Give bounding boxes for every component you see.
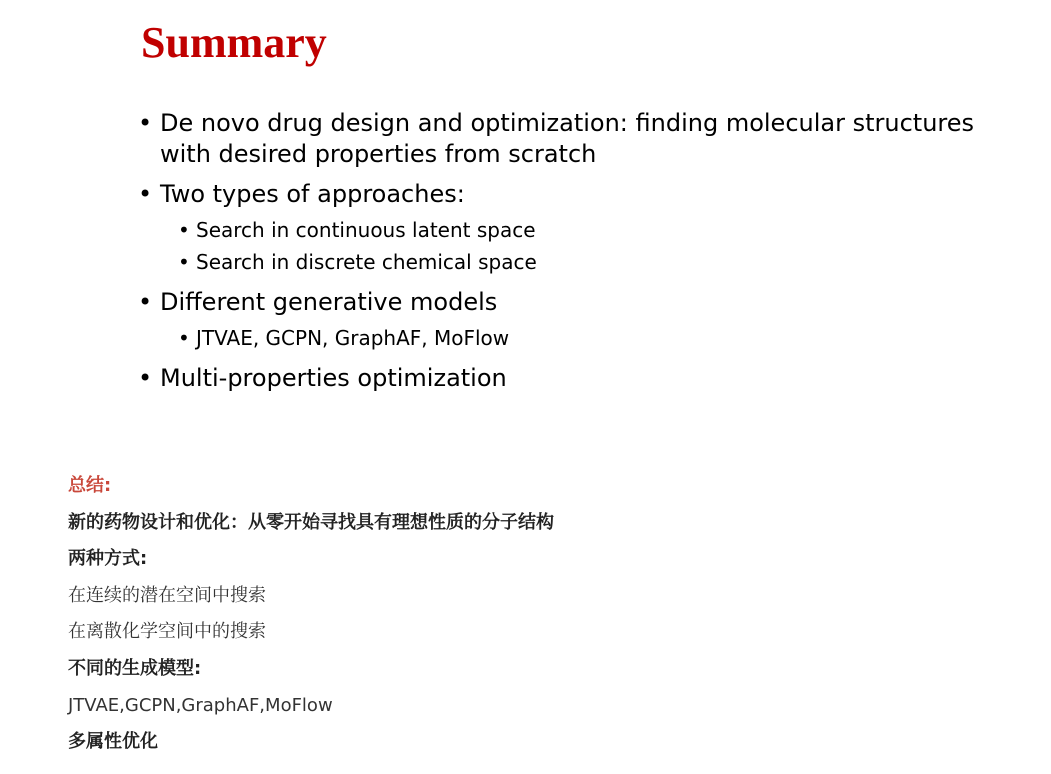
bullet-text: • Different generative models (160, 288, 498, 316)
notes-heading: 总结: (68, 475, 112, 496)
notes-line: 多属性优化 (68, 731, 158, 753)
bullet-text: • Two types of approaches: (160, 180, 465, 208)
bullet-text: • Multi-properties optimization (160, 364, 507, 392)
bullet-item (138, 363, 998, 394)
sub-bullet-item: • Search in discrete chemical space (160, 246, 998, 278)
slide-title: Summary (141, 18, 327, 67)
notes-line: 不同的生成模型: (68, 657, 202, 679)
bullet-item (138, 108, 998, 170)
sub-bullet-list (160, 322, 998, 354)
notes-line: JTVAE,GCPN,GraphAF,MoFlow (68, 694, 333, 716)
translation-notes (68, 470, 968, 763)
notes-line: 在离散化学空间中的搜索 (68, 621, 266, 643)
notes-line: 两种方式: (68, 548, 148, 570)
bullet-item (138, 287, 998, 354)
sub-bullet-list (160, 214, 998, 278)
bullet-item (138, 179, 998, 278)
bullet-list (138, 108, 998, 403)
sub-bullet-item: • Search in continuous latent space (160, 214, 998, 246)
notes-line: 在连续的潜在空间中搜索 (68, 584, 266, 606)
bullet-text: • De novo drug design and optimization: finding molecular structures with desired properties from scratch (160, 109, 975, 168)
notes-line: 新的药物设计和优化：从零开始寻找具有理想性质的分子结构 (68, 511, 554, 533)
sub-bullet-item: • JTVAE, GCPN, GraphAF, MoFlow (160, 322, 998, 354)
